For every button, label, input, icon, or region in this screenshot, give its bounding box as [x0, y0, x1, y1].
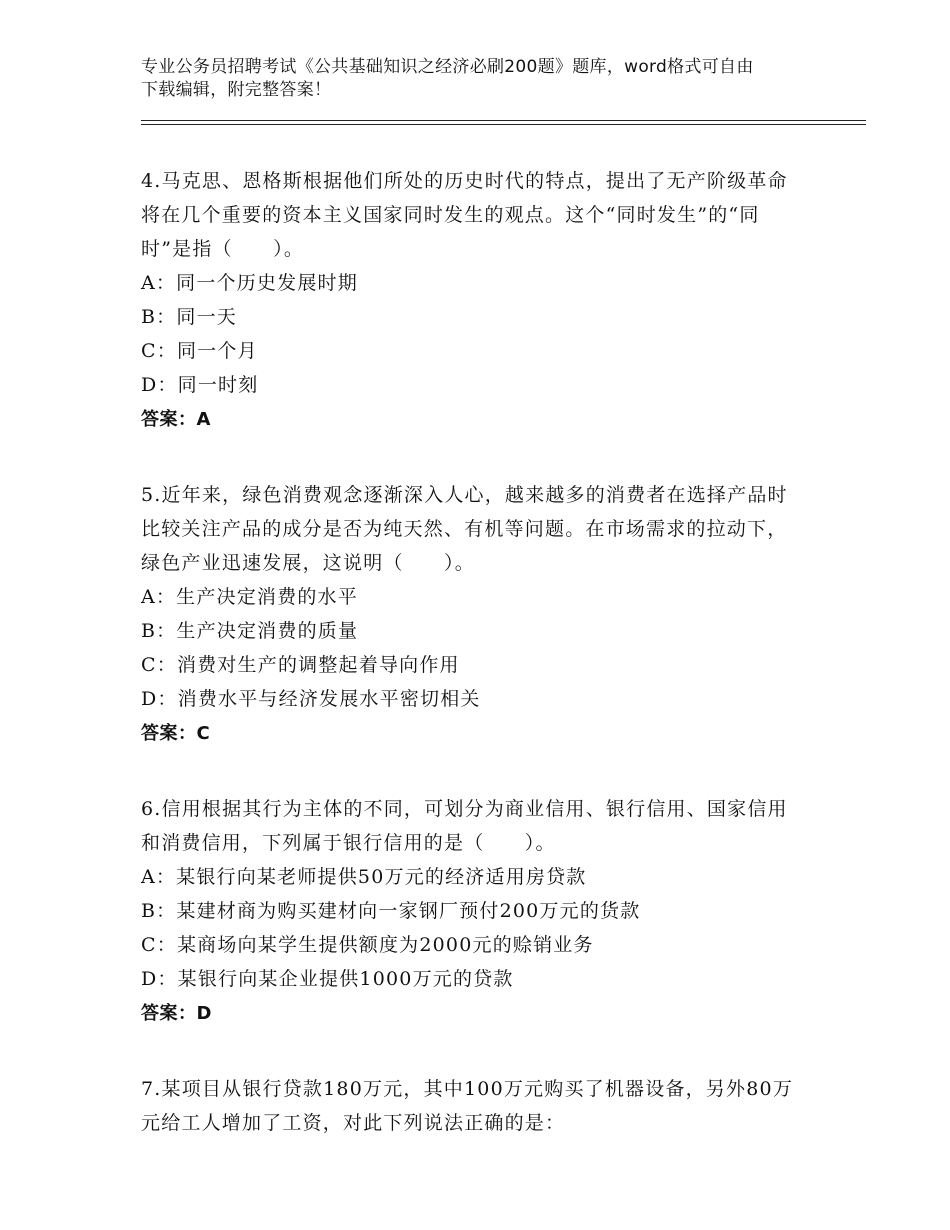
question-7 — [141, 1072, 806, 1140]
question-stem: 7.某项目从银行贷款180万元，其中100万元购买了机器设备，另外80万元给工人增加了工资，对此下列说法正确的是： — [141, 1078, 794, 1134]
option-c: C：某商场向某学生提供额度为2000元的赊销业务 — [141, 934, 594, 956]
header-line-2: 下载编辑，附完整答案！ — [141, 80, 332, 100]
option-c: C：同一个月 — [141, 340, 258, 362]
question-list — [141, 164, 806, 1180]
option-a: A：生产决定消费的水平 — [141, 586, 358, 608]
question-4 — [141, 164, 806, 438]
option-b: B：某建材商为购买建材向一家钢厂预付200万元的货款 — [141, 900, 641, 922]
question-5 — [141, 478, 806, 752]
option-a: A：同一个历史发展时期 — [141, 272, 358, 294]
header-divider-bottom — [141, 124, 866, 125]
option-d: D：某银行向某企业提供1000万元的贷款 — [141, 968, 514, 990]
question-stem: 6.信用根据其行为主体的不同，可划分为商业信用、银行信用、国家信用和消费信用，下列属于银行信用的是（ ）。 — [141, 798, 788, 854]
document-header — [141, 56, 821, 102]
option-a: A：某银行向某老师提供50万元的经济适用房贷款 — [141, 866, 587, 888]
option-d: D：消费水平与经济发展水平密切相关 — [141, 688, 481, 710]
header-divider-top — [141, 120, 866, 121]
answer-label: 答案：D — [141, 1003, 212, 1024]
option-b: B：生产决定消费的质量 — [141, 620, 359, 642]
answer-label: 答案：C — [141, 723, 211, 744]
answer-label: 答案：A — [141, 409, 211, 430]
option-b: B：同一天 — [141, 306, 237, 328]
option-d: D：同一时刻 — [141, 374, 259, 396]
question-stem: 4.马克思、恩格斯根据他们所处的历史时代的特点，提出了无产阶级革命将在几个重要的资本主义国家同时发生的观点。这个“同时发生”的“同时”是指（ ）。 — [141, 170, 788, 260]
option-c: C：消费对生产的调整起着导向作用 — [141, 654, 460, 676]
header-line-1: 专业公务员招聘考试《公共基础知识之经济必刷200题》题库，word格式可自由 — [141, 57, 754, 77]
question-stem: 5.近年来，绿色消费观念逐渐深入人心，越来越多的消费者在选择产品时比较关注产品的成分是否为纯天然、有机等问题。在市场需求的拉动下，绿色产业迅速发展，这说明（ ）。 — [141, 484, 788, 574]
question-6 — [141, 792, 806, 1032]
